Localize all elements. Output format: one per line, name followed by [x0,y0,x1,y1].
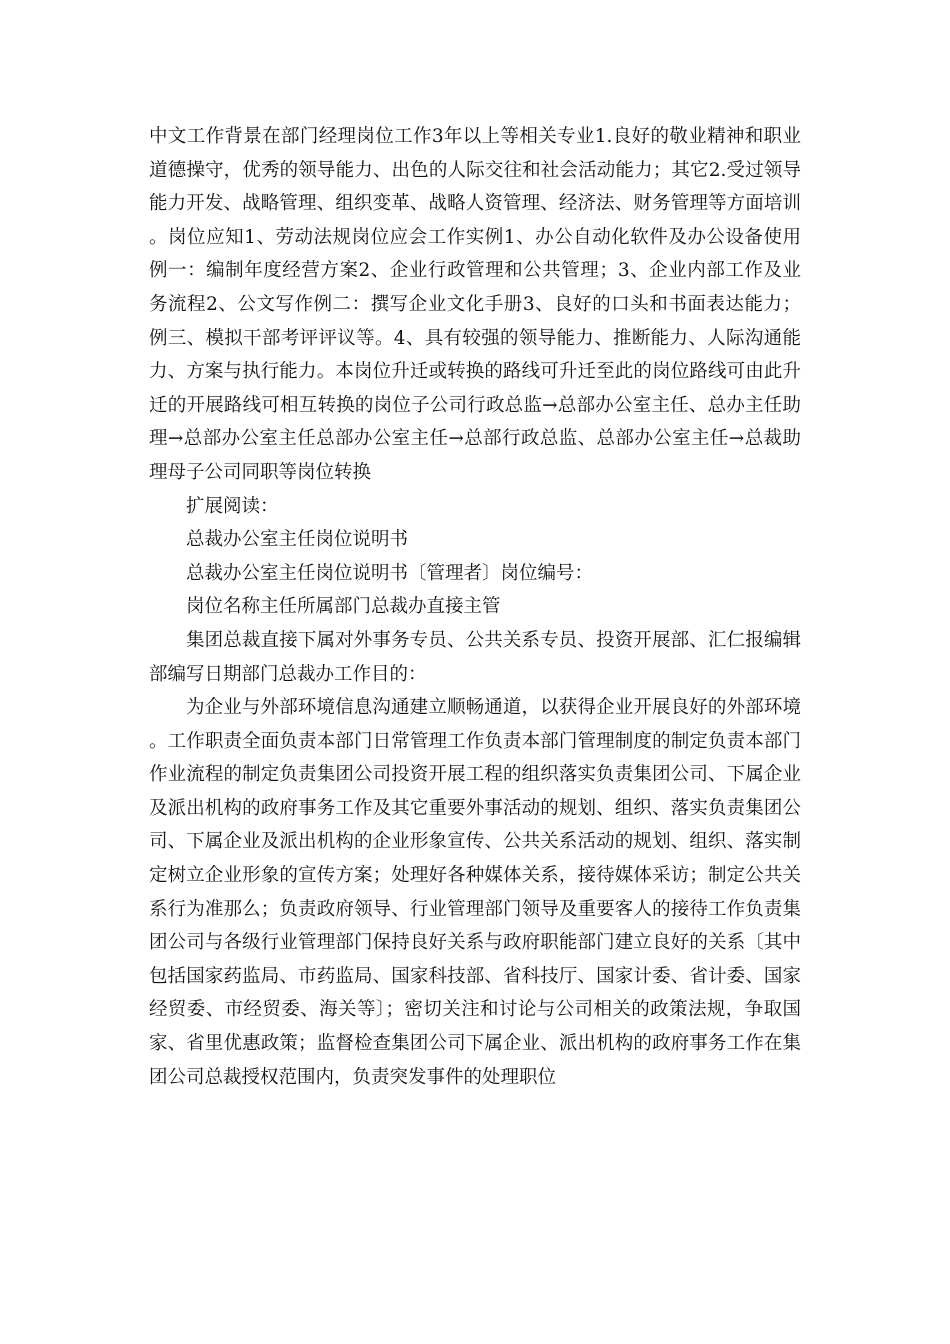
document-page [149,120,801,1094]
paragraph-subordinates: 集团总裁直接下属对外事务专员、公共关系专员、投资开展部、汇仁报编辑部编写日期部门总裁办工作目的： [149,629,801,685]
paragraph-position-name: 岗位名称主任所属部门总裁办直接主管 [186,596,501,618]
paragraph-job-requirements: 中文工作背景在部门经理岗位工作3年以上等相关专业1.良好的敬业精神和职业道德操守，优秀的领导能力、出色的人际交往和社会活动能力；其它2.受过领导能力开发、战略管理、组织变革、战略人资管理、经济法、财务管理等方面培训。岗位应知1、劳动法规岗位应会工作实例1、办公自动化软件及办公设备使用例一：编制年度经营方案2、企业行政管理和公共管理；3、企业内部工作及业务流程2、公文写作例二：撰写企业文化手册3、良好的口头和书面表达能力；例三、模拟干部考评评议等。4、具有较强的领导能力、推断能力、人际沟通能力、方案与执行能力。本岗位升迁或转换的路线可升迁至此的岗位路线可由此升迁的开展路线可相互转换的岗位子公司行政总监→总部办公室主任、总办主任助理→总部办公室主任总部办公室主任→总部行政总监、总部办公室主任→总裁助理母子公司同职等岗位转换 [149,126,801,483]
paragraph-extended-reading: 扩展阅读： [186,495,279,517]
paragraph-doc-title: 总裁办公室主任岗位说明书 [186,529,409,551]
paragraph-job-purpose-duties: 为企业与外部环境信息沟通建立顺畅通道，以获得企业开展良好的外部环境。工作职责全面负责本部门日常管理工作负责本部门管理制度的制定负责本部门作业流程的制定负责集团公司投资开展工程的组织落实负责集团公司、下属企业及派出机构的政府事务工作及其它重要外事活动的规划、组织、落实负责集团公司、下属企业及派出机构的企业形象宣传、公共关系活动的规划、组织、落实制定树立企业形象的宣传方案；处理好各种媒体关系，接待媒体采访；制定公共关系行为准那么；负责政府领导、行业管理部门领导及重要客人的接待工作负责集团公司与各级行业管理部门保持良好关系与政府职能部门建立良好的关系〔其中包括国家药监局、市药监局、国家科技部、省科技厅、国家计委、省计委、国家经贸委、市经贸委、海关等〕；密切关注和讨论与公司相关的政策法规，争取国家、省里优惠政策；监督检查集团公司下属企业、派出机构的政府事务工作在集团公司总裁授权范围内，负责突发事件的处理职位 [149,697,801,1088]
paragraph-position-number: 总裁办公室主任岗位说明书〔管理者〕岗位编号： [186,562,594,584]
